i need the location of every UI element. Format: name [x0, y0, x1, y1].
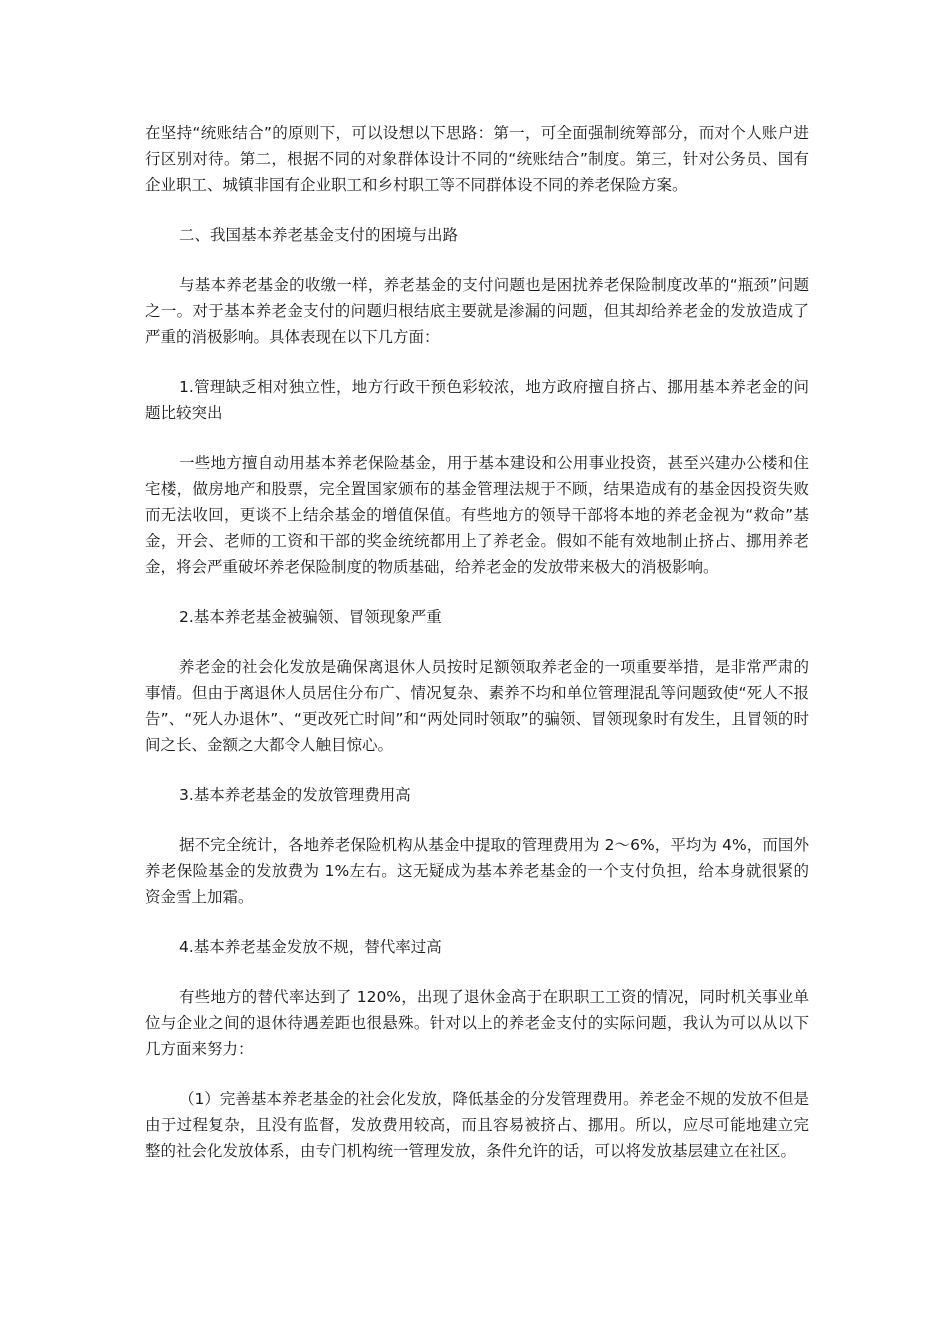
paragraph-7: （1）完善基本养老基金的社会化发放，降低基金的分发管理费用。养老金不规的发放不但是由于过程复杂，且没有监督，发放费用较高，而且容易被挤占、挪用。所以，应尽可能地建立完整的社会化发放体系，由专门机构统一管理发放，条件允许的话，可以将发放基层建立在社区。 [145, 1090, 809, 1160]
section-heading-2: 二、我国基本养老基金支付的困境与出路 [179, 226, 459, 244]
subheading-3: 3.基本养老基金的发放管理费用高 [179, 786, 411, 804]
paragraph-5: 据不完全统计，各地养老保险机构从基金中提取的管理费用为 2～6%，平均为 4%，而国外养老保险基金的发放费为 1%左右。这无疑成为基本养老基金的一个支付负担，给本身就很紧的资金雪上加霜。 [145, 836, 809, 906]
subheading-2: 2.基本养老基金被骗领、冒领现象严重 [179, 608, 442, 626]
paragraph-1: 在坚持“统账结合”的原则下，可以设想以下思路：第一，可全面强制统筹部分，而对个人账户进行区别对待。第二，根据不同的对象群体设计不同的“统账结合”制度。第三，针对公务员、国有企业职工、城镇非国有企业职工和乡村职工等不同群体设不同的养老保险方案。 [145, 124, 809, 194]
subheading-4: 4.基本养老基金发放不规，替代率过高 [179, 938, 442, 956]
subheading-1: 1.管理缺乏相对独立性，地方行政干预色彩较浓，地方政府擅自挤占、挪用基本养老金的问题比较突出 [145, 378, 809, 422]
paragraph-3: 一些地方擅自动用基本养老保险基金，用于基本建设和公用事业投资，甚至兴建办公楼和住宅楼，做房地产和股票，完全置国家颁布的基金管理法规于不顾，结果造成有的基金因投资失败而无法收回，更谈不上结余基金的增值保值。有些地方的领导干部将本地的养老金视为“救命”基金，开会、老师的工资和干部的奖金统统都用上了养老金。假如不能有效地制止挤占、挪用养老金，将会严重破坏养老保险制度的物质基础，给养老金的发放带来极大的消极影响。 [145, 454, 809, 576]
paragraph-2: 与基本养老基金的收缴一样，养老基金的支付问题也是困扰养老保险制度改革的“瓶颈”问题之一。对于基本养老金支付的问题归根结底主要就是渗漏的问题，但其却给养老金的发放造成了严重的消极影响。具体表现在以下几方面： [145, 276, 809, 346]
paragraph-4: 养老金的社会化发放是确保离退休人员按时足额领取养老金的一项重要举措，是非常严肃的事情。但由于离退休人员居住分布广、情况复杂、素养不均和单位管理混乱等问题致使“死人不报告”、“死人办退休”、“更改死亡时间”和“两处同时领取”的骗领、冒领现象时有发生，且冒领的时间之长、金额之大都令人触目惊心。 [145, 658, 809, 754]
paragraph-6: 有些地方的替代率达到了 120%，出现了退休金高于在职职工工资的情况，同时机关事业单位与企业之间的退休待遇差距也很悬殊。针对以上的养老金支付的实际问题，我认为可以从以下几方面来努力： [145, 988, 809, 1058]
document-page [145, 120, 809, 1188]
